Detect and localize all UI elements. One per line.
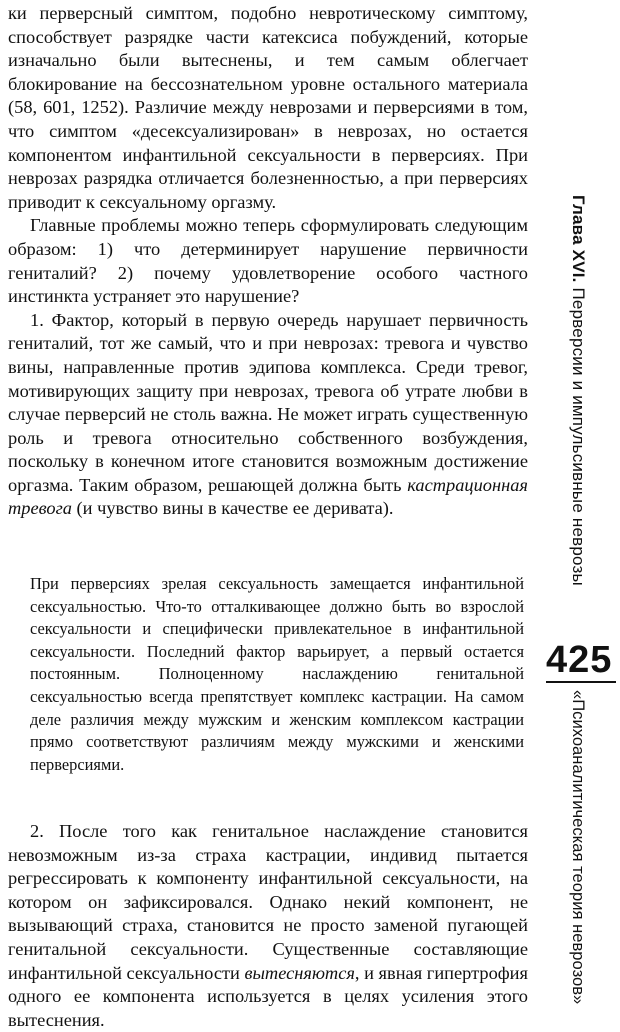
block-quote bbox=[30, 573, 524, 776]
chapter-label: Глава XVI. bbox=[569, 195, 588, 283]
paragraph-3-emphasis: кастрационная тревога bbox=[8, 474, 528, 519]
page-number-rule bbox=[546, 681, 616, 683]
paragraph-3-tail: (и чувство вины в качестве ее деривата). bbox=[71, 498, 394, 519]
block-quote-text: При перверсиях зрелая сексуальность замещается инфантильной сексуальностью. Что-то отталкивающее должно быть во взрослой сексуальности и специфически привлекательное в инфантильной сексуальности. Последний фактор варьирует, а первый остается постоянным. Полноценному наслаждению генитальной сексуальностью всегда препятствует комплекс кастрации. На самом деле различия между мужским и женским комплексом кастрации прямо соответствуют различиям между мужскими и женскими перверсиями. bbox=[30, 574, 524, 774]
paragraph-4-emphasis: вытесняются bbox=[244, 962, 355, 983]
page-number: 425 bbox=[546, 639, 613, 681]
paragraph-4 bbox=[8, 820, 528, 1032]
paragraph-3 bbox=[8, 309, 528, 521]
paragraph-4-tail: , и явная гипертрофия одного ее компонента используется в целях усиления этого вытеснения. bbox=[8, 962, 528, 1030]
paragraph-2: Главные проблемы можно теперь сформулировать следующим образом: 1) что детерминирует нарушение первичности гениталий? 2) почему удовлетворение особого частного инстинкта устраняет это нарушение? bbox=[8, 215, 528, 307]
main-text bbox=[8, 2, 528, 521]
paragraph-3-text: 1. Фактор, который в первую очередь нарушает первичность гениталий, тот же самый, что и при неврозах: тревога и чувство вины, направленные против эдипова комплекса. Среди тревог, мотивирующих защиту при неврозах, тревога об утрате любви в случае перверсий не столь важна. Не может играть существенную роль и тревога относительно собственного возбуждения, поскольку в конечном итоге становится возможным достижение оргазма. Таким образом, решающей должна быть bbox=[8, 309, 528, 495]
paragraph-4-text: 2. После того как генитальное наслаждение становится невозможным из-за страха кастрации, индивид пытается регрессировать к компоненту инфантильной сексуальности, на котором он зафиксировался. Однако некий компонент, не вызывающий страха, становится не просто заменой пугающей генитальной сексуальности. Существенные составляющие инфантильной сексуальности bbox=[8, 821, 528, 983]
book-title: «Психоаналитическая теория неврозов» bbox=[569, 690, 588, 1005]
chapter-title: Перверсии и импульсивные неврозы bbox=[569, 287, 588, 586]
section-2-text bbox=[8, 820, 528, 1032]
paragraph-1: ки перверсный симптом, подобно невротическому симптому, способствует разрядке части катексиса побуждений, которые изначально были вытеснены, и тем самым облегчает блокирование на бессознательном уровне остального материала (58, 601, 1252). Различие между неврозами и перверсиями в том, что симптом «десексуализирован» в неврозах, но остается компонентом инфантильной сексуальности в перверсиях. При неврозах разрядка отличается болезненностью, а при перверсиях приводит к сексуальному оргазму. bbox=[8, 3, 528, 212]
